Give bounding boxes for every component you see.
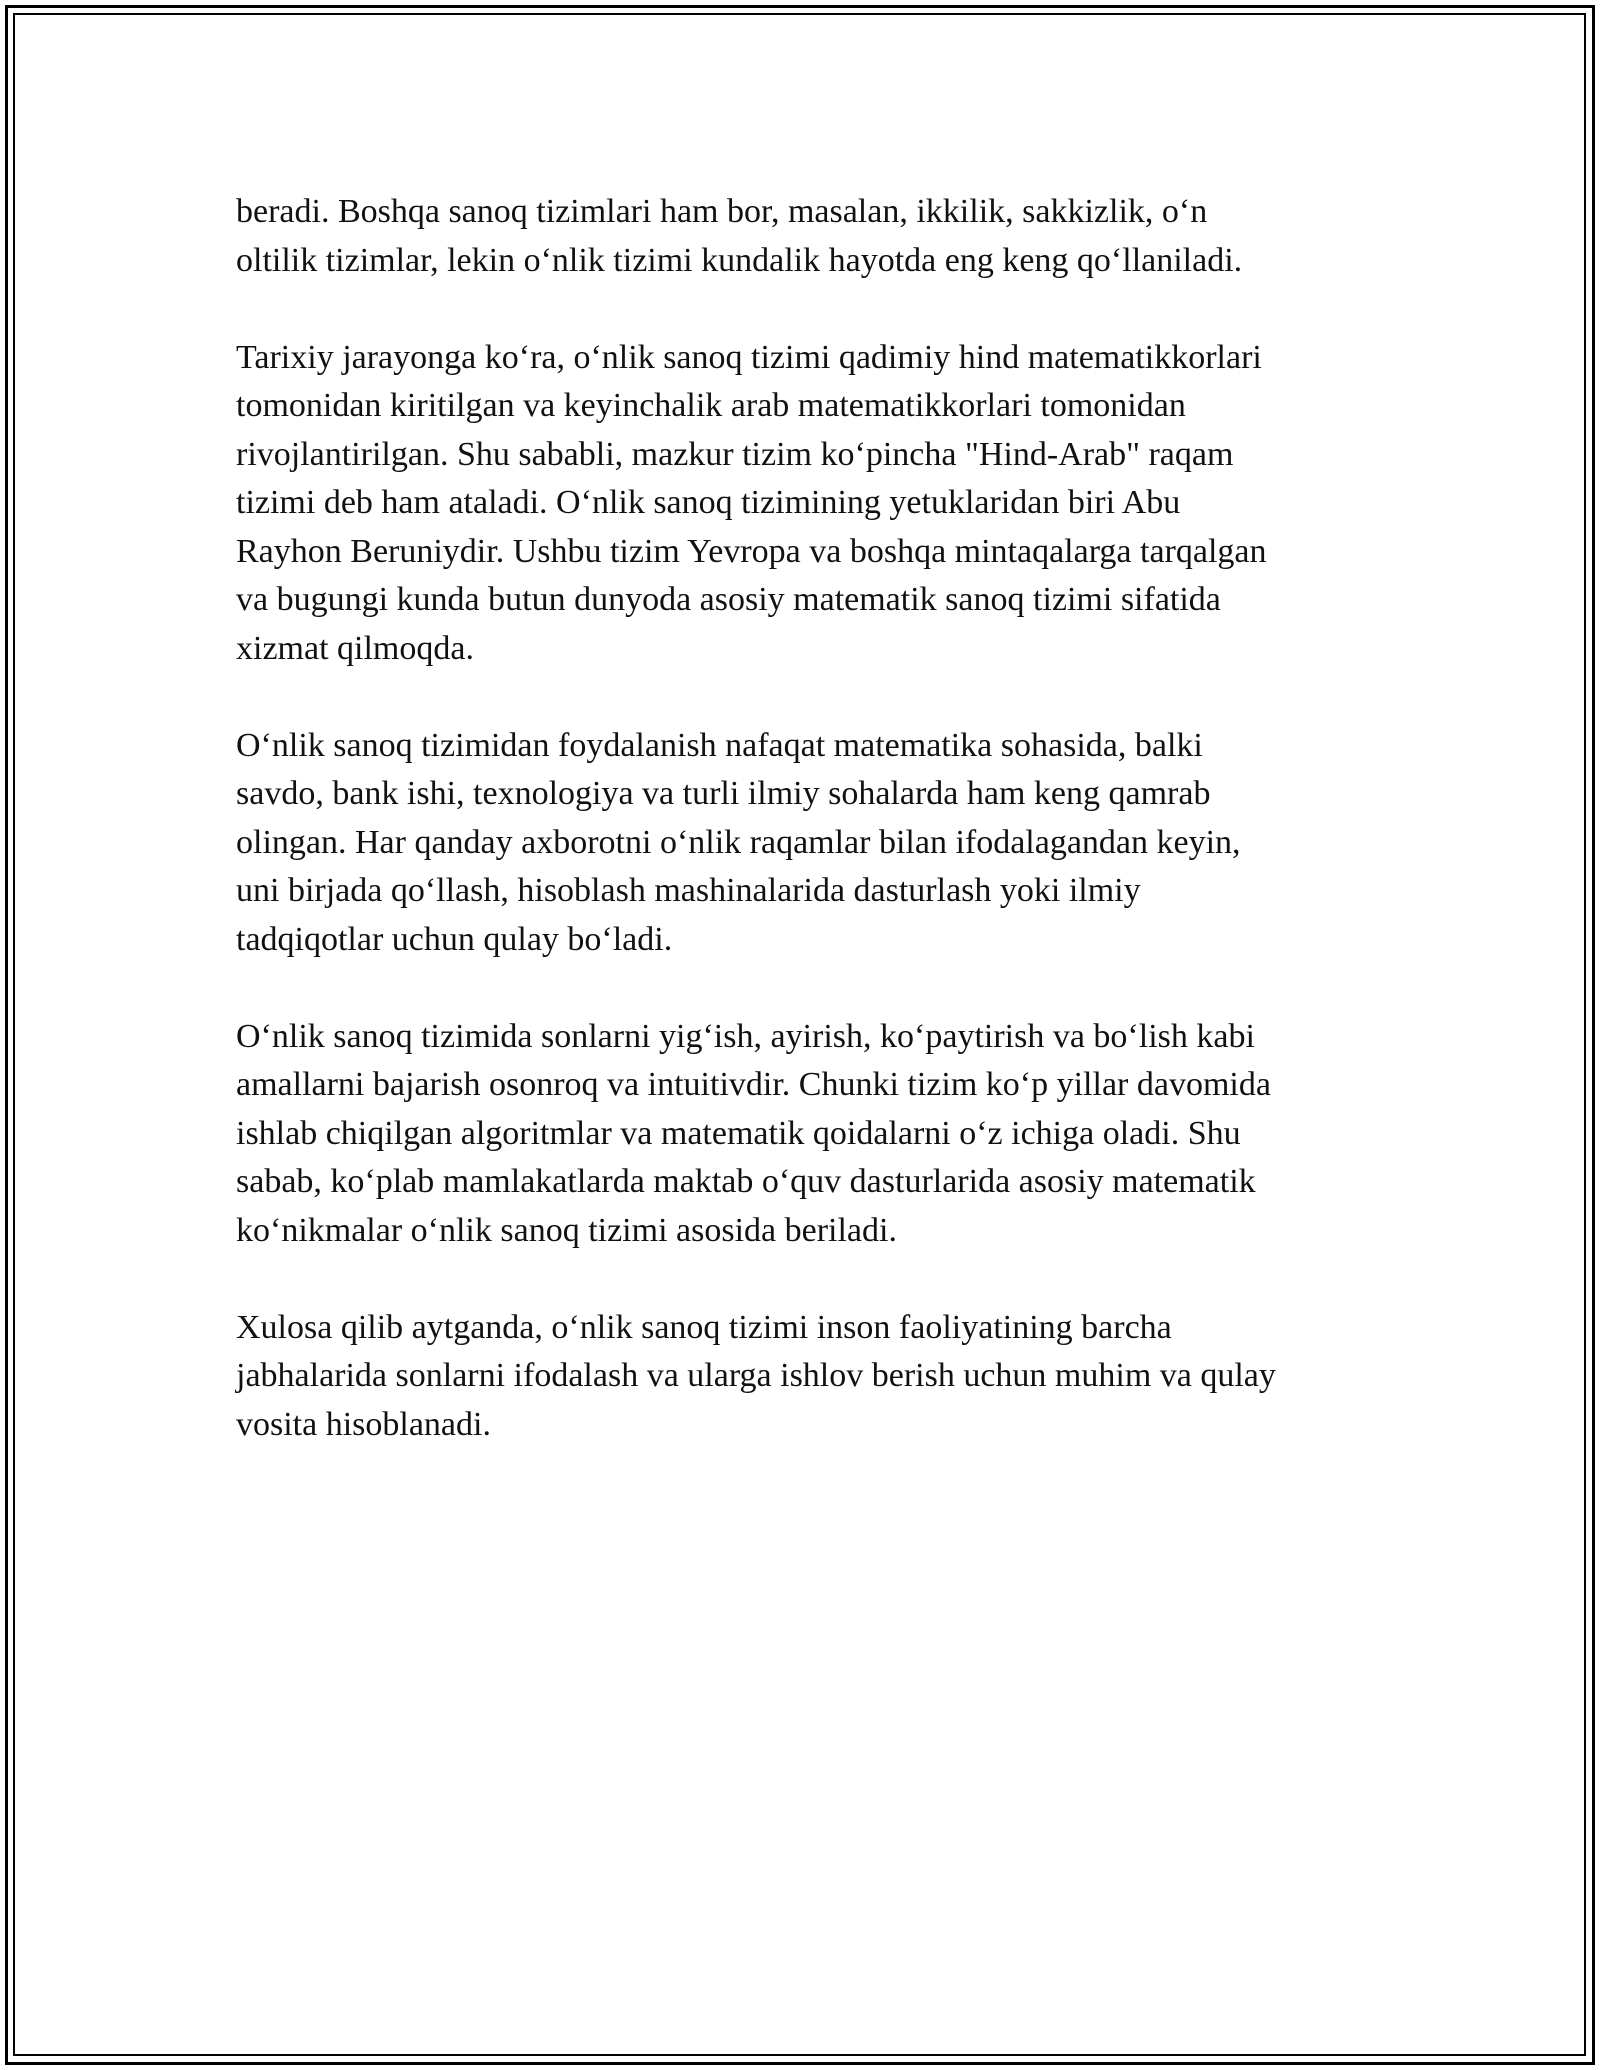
text-line: O‘nlik sanoq tizimidan foydalanish nafaqat matematika sohasida, balki [236,726,1203,764]
text-line: tadqiqotlar uchun qulay bo‘ladi. [236,920,673,958]
text-line: Xulosa qilib aytganda, o‘nlik sanoq tizimi inson faoliyatining barcha [236,1308,1172,1346]
text-line: va bugungi kunda butun dunyoda asosiy matematik sanoq tizimi sifatida [236,581,1221,618]
text-line: savdo, bank ishi, texnologiya va turli ilmiy sohalarda ham keng qamrab [236,775,1211,812]
text-line: ishlab chiqilgan algoritmlar va matematik qoidalarni o‘z ichiga oladi. Shu [236,1114,1241,1152]
text-line: tomonidan kiritilgan va keyinchalik arab matematikkorlari tomonidan [236,387,1186,424]
text-line: sabab, ko‘plab mamlakatlarda maktab o‘quv dasturlarida asosiy matematik [236,1163,1256,1200]
text-line: Tarixiy jarayonga ko‘ra, o‘nlik sanoq tizimi qadimiy hind matematikkorlari [236,338,1262,376]
text-line: amallarni bajarish osonroq va intuitivdir. Chunki tizim ko‘p yillar davomida [236,1066,1271,1103]
text-line: O‘nlik sanoq tizimida sonlarni yig‘ish, ayirish, ko‘paytirish va bo‘lish kabi [236,1017,1255,1055]
paragraph-4 [236,1013,1366,1256]
text-line: oltilik tizimlar, lekin o‘nlik tizimi kundalik hayotda eng keng qo‘llaniladi. [236,241,1243,279]
text-line: beradi. Boshqa sanoq tizimlari ham bor, masalan, ikkilik, sakkizlik, o‘n [236,193,1208,230]
text-line: vosita hisoblanadi. [236,1405,491,1443]
paragraph-1 [236,188,1366,285]
paragraph-5 [236,1304,1366,1450]
text-line: Rayhon Beruniydir. Ushbu tizim Yevropa va boshqa mintaqalarga tarqalgan [236,532,1267,570]
text-line: jabhalarida sonlarni ifodalash va ularga ishlov berish uchun muhim va qulay [236,1357,1276,1394]
paragraph-3 [236,722,1366,965]
document-body [236,188,1366,1449]
paragraph-2 [236,334,1366,674]
text-line: ko‘nikmalar o‘nlik sanoq tizimi asosida beriladi. [236,1211,897,1249]
text-line: xizmat qilmoqda. [236,629,474,667]
text-line: uni birjada qo‘llash, hisoblash mashinalarida dasturlash yoki ilmiy [236,872,1141,909]
text-line: rivojlantirilgan. Shu sababli, mazkur tizim ko‘pincha "Hind-Arab" raqam [236,435,1234,473]
text-line: tizimi deb ham ataladi. O‘nlik sanoq tizimining yetuklaridan biri Abu [236,484,1181,521]
text-line: olingan. Har qanday axborotni o‘nlik raqamlar bilan ifodalagandan keyin, [236,823,1241,861]
